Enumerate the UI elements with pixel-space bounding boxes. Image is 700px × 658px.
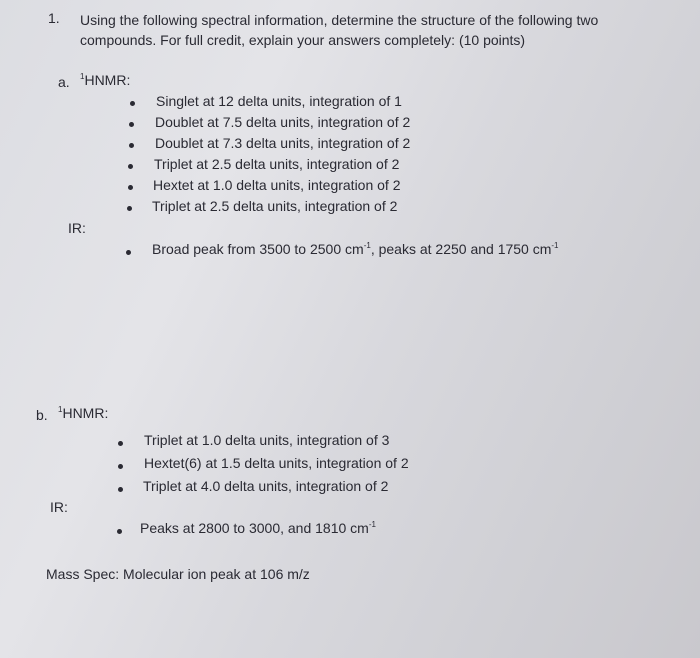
part-b-ir-label: IR: <box>50 499 68 515</box>
list-item: Doublet at 7.3 delta units, integration of 2 <box>155 135 411 151</box>
bullet-icon <box>117 529 122 534</box>
ir-superscript: -1 <box>363 241 371 250</box>
bullet-icon <box>130 101 135 106</box>
part-a-ir-item <box>152 241 559 257</box>
list-item: Singlet at 12 delta units, integration of 1 <box>156 93 402 109</box>
bullet-icon <box>128 185 133 190</box>
list-item: Triplet at 4.0 delta units, integration of 2 <box>143 478 389 494</box>
part-b-hnmr-superscript: 1 <box>58 405 63 414</box>
mass-spec-line: Mass Spec: Molecular ion peak at 106 m/z <box>46 566 310 582</box>
part-b-hnmr-heading <box>58 405 108 421</box>
part-a-ir-label: IR: <box>68 220 86 236</box>
list-item: Hextet at 1.0 delta units, integration of 2 <box>153 177 401 193</box>
list-item: Triplet at 2.5 delta units, integration of 2 <box>152 198 398 214</box>
bullet-icon <box>129 122 134 127</box>
bullet-icon <box>128 164 133 169</box>
bullet-icon <box>126 250 131 255</box>
question-prompt <box>80 10 598 50</box>
bullet-icon <box>118 464 123 469</box>
part-a-hnmr-superscript: 1 <box>80 72 85 81</box>
ir-text: Peaks at 2800 to 3000, and 1810 cm <box>140 520 369 536</box>
ir-superscript: -1 <box>551 241 559 250</box>
list-item: Triplet at 1.0 delta units, integration of 3 <box>144 432 390 448</box>
bullet-icon <box>118 441 123 446</box>
list-item: Triplet at 2.5 delta units, integration of 2 <box>154 156 400 172</box>
list-item: Doublet at 7.5 delta units, integration of 2 <box>155 114 411 130</box>
bullet-icon <box>118 487 123 492</box>
bullet-icon <box>129 143 134 148</box>
part-b-letter: b. <box>36 407 48 423</box>
part-a-hnmr-heading <box>80 72 130 88</box>
list-item: Hextet(6) at 1.5 delta units, integration of 2 <box>144 455 409 471</box>
question-number: 1. <box>48 10 60 26</box>
bullet-icon <box>127 206 132 211</box>
part-b-hnmr-label: HNMR: <box>62 405 109 421</box>
ir-text: , peaks at 2250 and 1750 cm <box>370 241 552 257</box>
ir-text: Broad peak from 3500 to 2500 cm <box>152 241 364 257</box>
part-a-hnmr-label: HNMR: <box>84 72 131 88</box>
question-line-1: Using the following spectral information, determine the structure of the following two <box>80 12 599 28</box>
ir-superscript: -1 <box>368 520 376 529</box>
question-line-2: compounds. For full credit, explain your answers completely: (10 points) <box>80 32 526 48</box>
part-b-ir-item <box>140 520 376 536</box>
part-a-letter: a. <box>58 74 70 90</box>
